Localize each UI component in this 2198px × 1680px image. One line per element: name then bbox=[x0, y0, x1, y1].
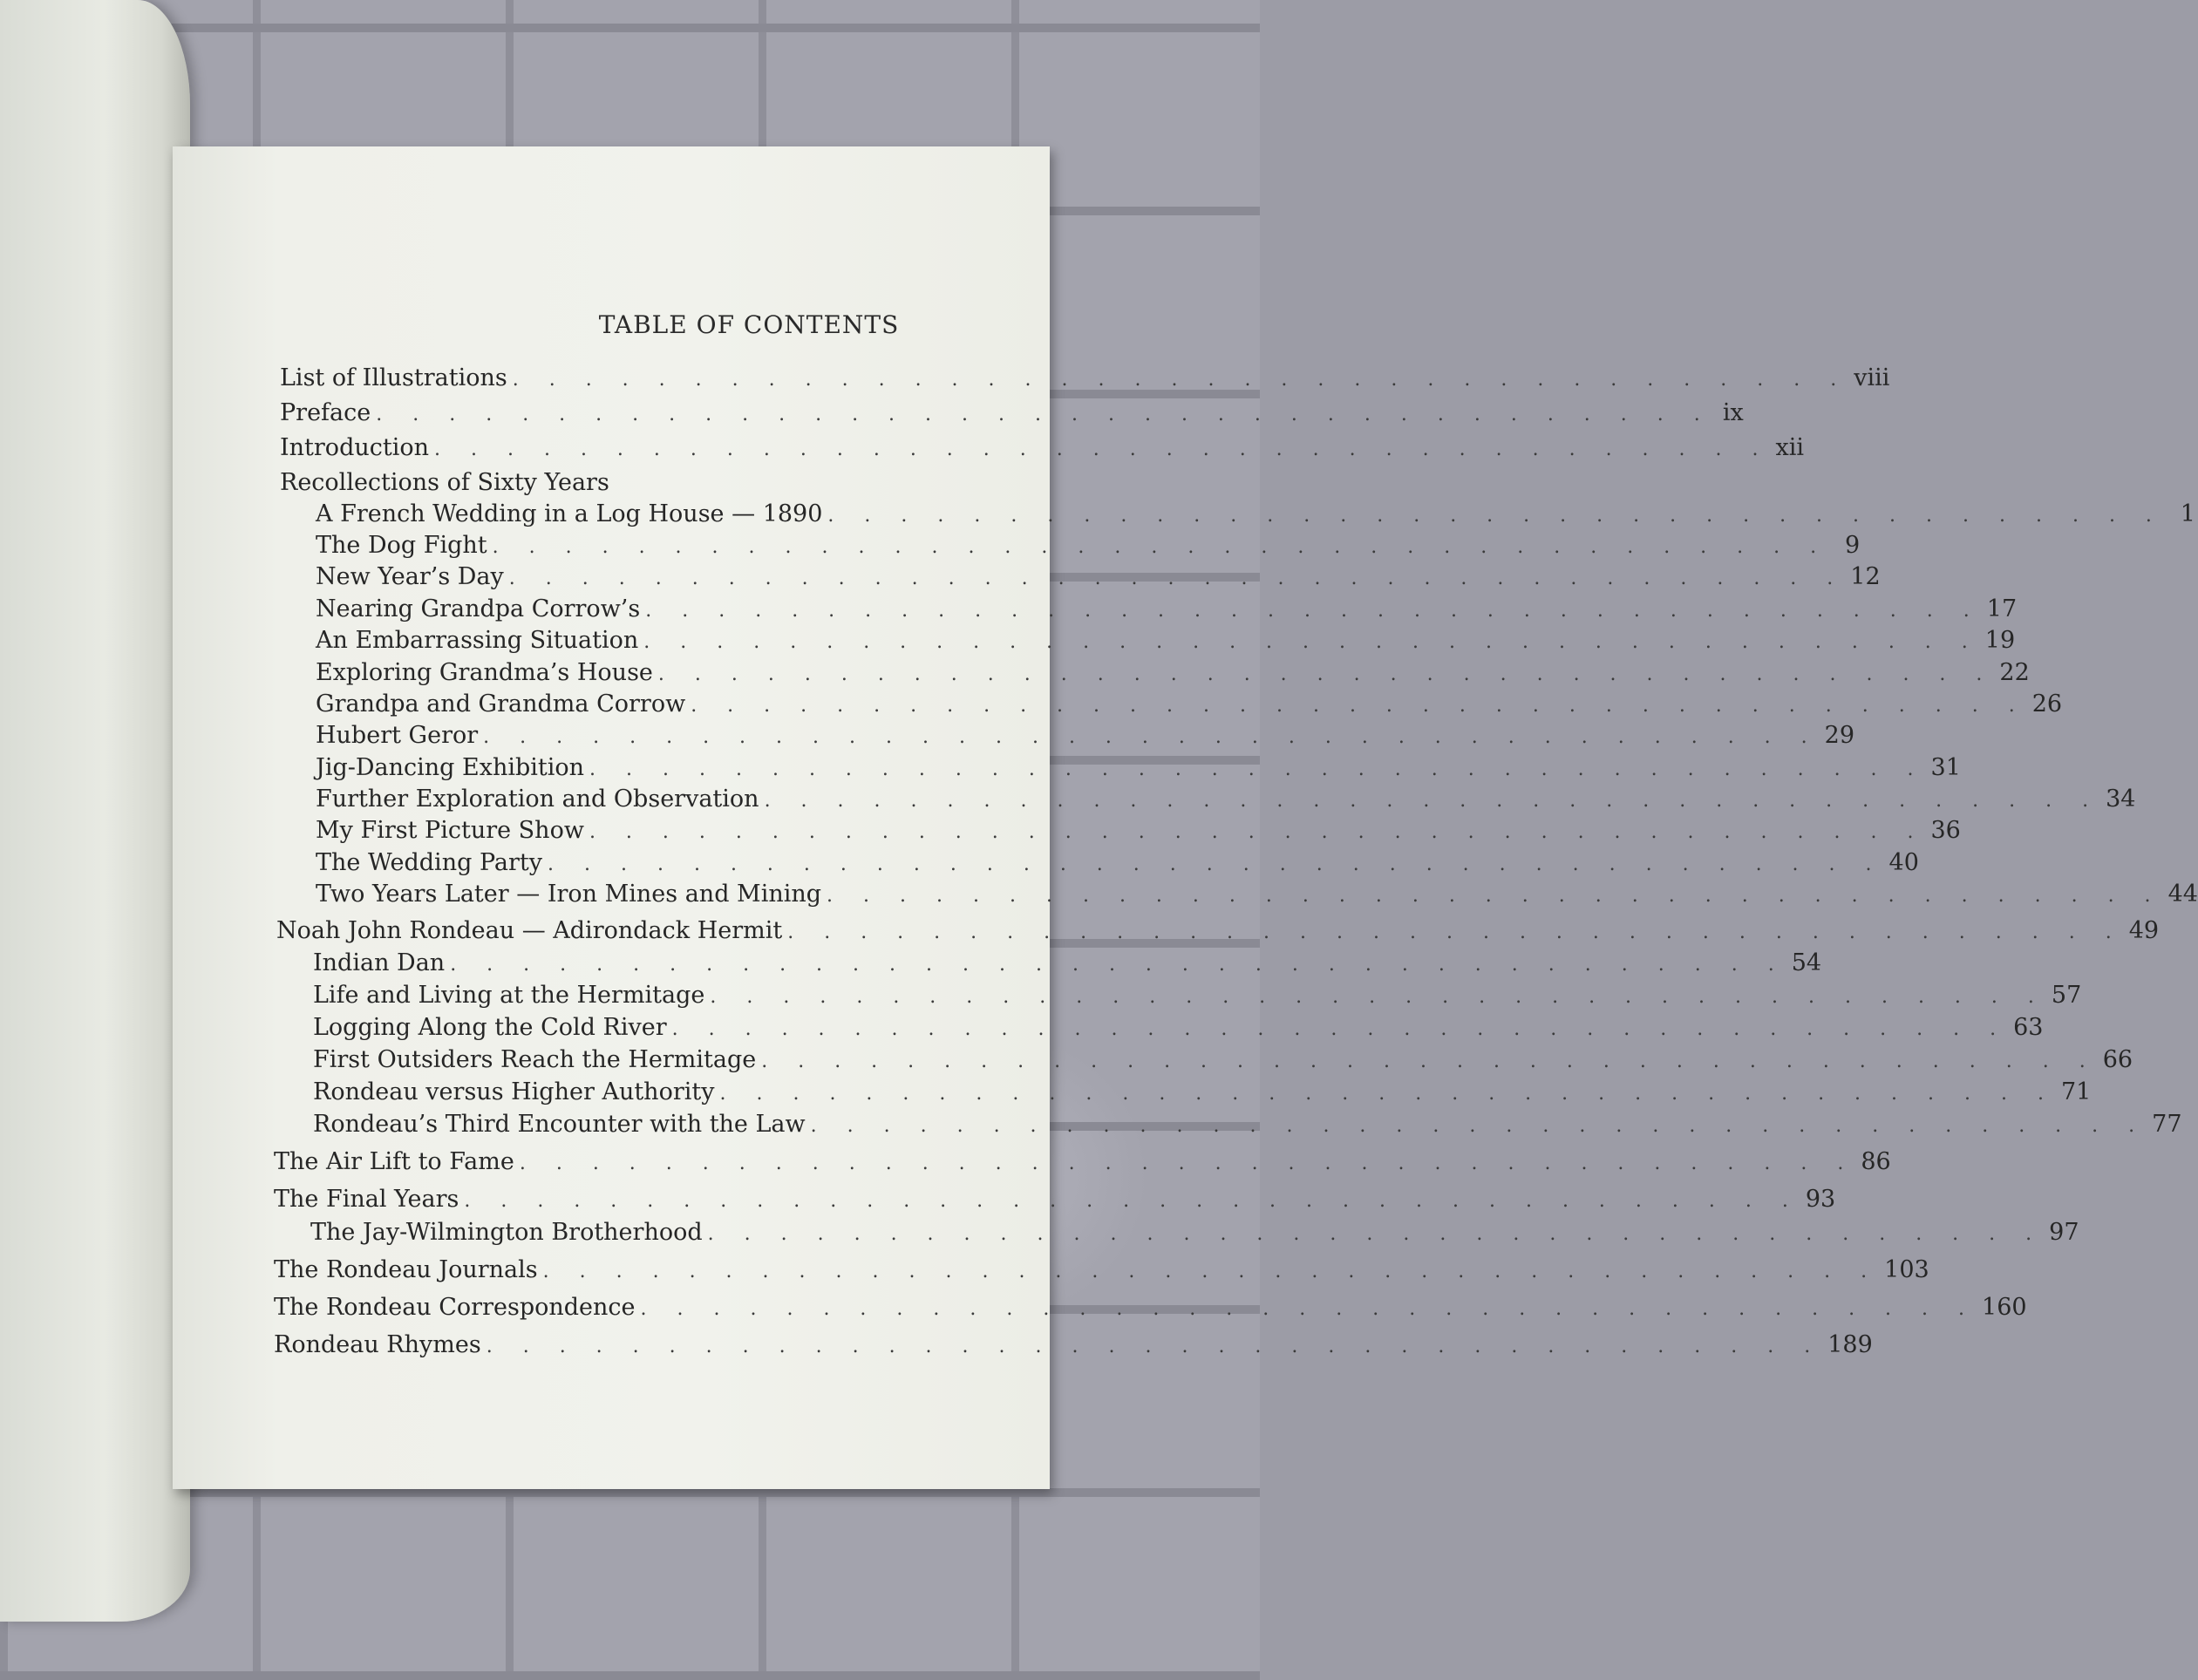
toc-entry-label: Noah John Rondeau — Adirondack Hermit bbox=[276, 917, 783, 944]
toc-entry-page: xii bbox=[1775, 434, 1805, 461]
toc-dot-leader: . . . . . . . . . . . . . . . . . . . . . . . . . . . . . . . . . . . . . bbox=[645, 600, 1982, 622]
toc-entry-label: The Jay-Wilmington Brotherhood bbox=[310, 1219, 703, 1246]
toc-entry bbox=[313, 1046, 2133, 1076]
toc-entry bbox=[316, 786, 2136, 815]
toc-entry-label: Grandpa and Grandma Corrow bbox=[316, 690, 686, 718]
toc-entry bbox=[316, 659, 2030, 689]
toc-entry-label: Introduction bbox=[280, 434, 429, 461]
toc-entry-label: Rondeau versus Higher Authority bbox=[313, 1078, 715, 1105]
toc-entry-label: Two Years Later — Iron Mines and Mining bbox=[316, 881, 822, 908]
toc-dot-leader: . . . . . . . . . . . . . . . . . . . . . . . . . . . . . . . . . . . . . bbox=[827, 505, 2164, 527]
toc-entry-label: A French Wedding in a Log House — 1890 bbox=[316, 500, 823, 527]
toc-dot-leader: . . . . . . . . . . . . . . . . . . . . . . . . . . . . . . . . . . . . . bbox=[643, 631, 1980, 653]
toc-entry bbox=[316, 690, 2063, 720]
toc-entry bbox=[274, 1186, 1836, 1215]
toc-entry-label: Rondeau’s Third Encounter with the Law bbox=[313, 1111, 806, 1138]
toc-entry bbox=[276, 917, 2160, 947]
toc-dot-leader: . . . . . . . . . . . . . . . . . . . . . . . . . . . . . . . . . . . . . bbox=[710, 986, 2046, 1008]
toc-entry-label: The Rondeau Journals bbox=[274, 1256, 538, 1283]
toc-entry-label: Hubert Geror bbox=[316, 722, 479, 749]
toc-dot-leader: . . . . . . . . . . . . . . . . . . . . . . . . . . . . . . . . . . . . . bbox=[589, 821, 1926, 843]
toc-dot-leader: . . . . . . . . . . . . . . . . . . . . . . . . . . . . . . . . . . . . . bbox=[761, 1051, 2098, 1072]
toc-entry-page: 29 bbox=[1824, 722, 1855, 749]
toc-entry bbox=[316, 754, 1961, 784]
toc-entry-page: 189 bbox=[1827, 1331, 1873, 1358]
toc-dot-leader: . . . . . . . . . . . . . . . . . . . . . . . . . . . . . . . . . . . . . bbox=[671, 1018, 2009, 1040]
toc-entry-page: ix bbox=[1722, 399, 1744, 426]
toc-dot-leader: . . . . . . . . . . . . . . . . . . . . . . . . . . . . . . . . . . . . . bbox=[464, 1190, 1800, 1212]
toc-entry bbox=[313, 949, 1822, 979]
toc-entry-label: First Outsiders Reach the Hermitage bbox=[313, 1046, 757, 1073]
toc-dot-leader: . . . . . . . . . . . . . . . . . . . . . . . . . . . . . . . . . . . . . bbox=[548, 854, 1884, 875]
toc-dot-leader: . . . . . . . . . . . . . . . . . . . . . . . . . . . . . . . . . . . . . bbox=[589, 758, 1926, 780]
toc-title: TABLE OF CONTENTS bbox=[598, 310, 900, 339]
toc-entry-page: 54 bbox=[1791, 949, 1822, 976]
toc-entry bbox=[280, 399, 1744, 429]
toc-entry-page: 97 bbox=[2049, 1219, 2079, 1246]
toc-entry-page: 49 bbox=[2128, 917, 2160, 944]
toc-entry bbox=[274, 1148, 1891, 1178]
toc-entry bbox=[316, 563, 1881, 593]
toc-entry bbox=[280, 434, 1805, 464]
toc-entry-label: The Air Lift to Fame bbox=[274, 1148, 514, 1175]
toc-entry-label: The Final Years bbox=[274, 1186, 459, 1213]
toc-entry-page: 9 bbox=[1844, 532, 1861, 559]
toc-entry-label: Exploring Grandma’s House bbox=[316, 659, 653, 686]
toc-dot-leader: . . . . . . . . . . . . . . . . . . . . . . . . . . . . . . . . . . . . . bbox=[657, 663, 1995, 685]
toc-entry bbox=[280, 364, 1890, 394]
toc-dot-leader: . . . . . . . . . . . . . . . . . . . . . . . . . . . . . . . . . . . . . bbox=[512, 369, 1849, 391]
toc-dot-leader: . . . . . . . . . . . . . . . . . . . . . . . . . . . . . . . . . . . . . bbox=[691, 695, 2027, 717]
toc-entry-page: 34 bbox=[2106, 786, 2136, 813]
toc-entry-label: New Year’s Day bbox=[316, 563, 504, 590]
toc-entry bbox=[274, 1256, 1929, 1286]
toc-dot-leader: . . . . . . . . . . . . . . . . . . . . . . . . . . . . . . . . . . . . . bbox=[640, 1298, 1977, 1320]
toc-entry-label: Recollections of Sixty Years bbox=[280, 469, 609, 496]
toc-entry-page: 77 bbox=[2152, 1111, 2182, 1138]
toc-entry bbox=[310, 1219, 2079, 1248]
toc-entry-page: 31 bbox=[1930, 754, 1961, 781]
toc-entry bbox=[313, 1111, 2182, 1140]
toc-entry-page: 40 bbox=[1888, 849, 1919, 876]
toc-entry-page: 63 bbox=[2013, 1014, 2044, 1041]
toc-entry-label: The Dog Fight bbox=[316, 532, 487, 559]
toc-dot-leader: . . . . . . . . . . . . . . . . . . . . . . . . . . . . . . . . . . . . . bbox=[519, 1153, 1856, 1174]
toc-entry-label: List of Illustrations bbox=[280, 364, 507, 391]
toc-entry bbox=[316, 849, 1919, 879]
toc-entry bbox=[316, 532, 1861, 561]
toc-entry-label: Preface bbox=[280, 399, 371, 426]
toc-entry-page: 17 bbox=[1986, 595, 2018, 622]
toc-dot-leader: . . . . . . . . . . . . . . . . . . . . . . . . . . . . . . . . . . . . . bbox=[764, 790, 2101, 812]
toc-entry bbox=[313, 1078, 2092, 1108]
toc-dot-leader: . . . . . . . . . . . . . . . . . . . . . . . . . . . . . . . . . . . . . bbox=[827, 885, 2163, 907]
toc-entry-label: Life and Living at the Hermitage bbox=[313, 982, 705, 1009]
toc-entry-page: 66 bbox=[2102, 1046, 2133, 1073]
toc-entry-page: 12 bbox=[1850, 563, 1881, 590]
toc-entry bbox=[316, 627, 2016, 656]
toc-entry-label: The Rondeau Correspondence bbox=[274, 1294, 636, 1321]
toc-entry-page: 71 bbox=[2061, 1078, 2092, 1105]
toc-entry-label: An Embarrassing Situation bbox=[316, 627, 639, 654]
toc-dot-leader: . . . . . . . . . . . . . . . . . . . . . . . . . . . . . . . . . . . . . bbox=[434, 439, 1771, 460]
toc-dot-leader: . . . . . . . . . . . . . . . . . . . . . . . . . . . . . . . . . . . . . bbox=[787, 922, 2124, 943]
toc-entry-page: 57 bbox=[2051, 982, 2082, 1009]
toc-dot-leader: . . . . . . . . . . . . . . . . . . . . . . . . . . . . . . . . . . . . . bbox=[450, 954, 1786, 976]
toc-entry-page: 86 bbox=[1861, 1148, 1891, 1175]
toc-entry bbox=[274, 1294, 2027, 1323]
toc-entry-label: Nearing Grandpa Corrow’s bbox=[316, 595, 641, 622]
toc-entry bbox=[313, 982, 2082, 1011]
toc-entry-page: 22 bbox=[1999, 659, 2030, 686]
toc-entry-page: 103 bbox=[1884, 1256, 1929, 1283]
toc-entry-label: Further Exploration and Observation bbox=[316, 786, 759, 813]
toc-dot-leader: . . . . . . . . . . . . . . . . . . . . . . . . . . . . . . . . . . . . . bbox=[542, 1261, 1880, 1282]
toc-entry bbox=[280, 469, 874, 499]
toc-dot-leader: . . . . . . . . . . . . . . . . . . . . . . . . . . . . . . . . . . . . . bbox=[492, 536, 1829, 558]
toc-entry-page: 36 bbox=[1930, 817, 1961, 844]
toc-entry bbox=[313, 1014, 2044, 1044]
toc-entry-label: Logging Along the Cold River bbox=[313, 1014, 667, 1041]
toc-entry bbox=[316, 722, 1855, 752]
toc-dot-leader: . . . . . . . . . . . . . . . . . . . . . . . . . . . . . . . . . . . . . bbox=[486, 1336, 1823, 1357]
toc-dot-leader: . . . . . . . . . . . . . . . . . . . . . . . . . . . . . . . . . . . . . bbox=[810, 1115, 2147, 1137]
toc-entry bbox=[316, 881, 2198, 910]
toc-entry-label: The Wedding Party bbox=[316, 849, 543, 876]
toc-entry-page: 19 bbox=[1984, 627, 2016, 654]
toc-entry-label: Jig-Dancing Exhibition bbox=[316, 754, 585, 781]
toc-entry-page: viii bbox=[1854, 364, 1890, 391]
toc-entry bbox=[316, 817, 1961, 847]
toc-entry-page: 93 bbox=[1805, 1186, 1836, 1213]
toc-dot-leader: . . . . . . . . . . . . . . . . . . . . . . . . . . . . . . . . . . . . . bbox=[483, 726, 1820, 748]
toc-entry-page: 1 bbox=[2180, 500, 2195, 527]
toc-dot-leader: . . . . . . . . . . . . . . . . . . . . . . . . . . . . . . . . . . . . . bbox=[376, 404, 1712, 425]
toc-entry-label: My First Picture Show bbox=[316, 817, 584, 844]
toc-dot-leader: . . . . . . . . . . . . . . . . . . . . . . . . . . . . . . . . . . . . . bbox=[508, 568, 1846, 589]
toc-entry-page: 44 bbox=[2167, 881, 2198, 908]
toc-entry-page: 26 bbox=[2031, 690, 2063, 718]
toc-dot-leader: . . . . . . . . . . . . . . . . . . . . . . . . . . . . . . . . . . . . . bbox=[707, 1223, 2045, 1245]
toc-entry bbox=[316, 500, 2195, 530]
toc-dot-leader: . . . . . . . . . . . . . . . . . . . . . . . . . . . . . . . . . . . . . bbox=[719, 1083, 2056, 1105]
toc-entry-label: Rondeau Rhymes bbox=[274, 1331, 481, 1358]
toc-entry-page: 160 bbox=[1982, 1294, 2027, 1321]
toc-entry bbox=[274, 1331, 1873, 1361]
toc-entry-label: Indian Dan bbox=[313, 949, 446, 976]
toc-entry bbox=[316, 595, 2018, 625]
